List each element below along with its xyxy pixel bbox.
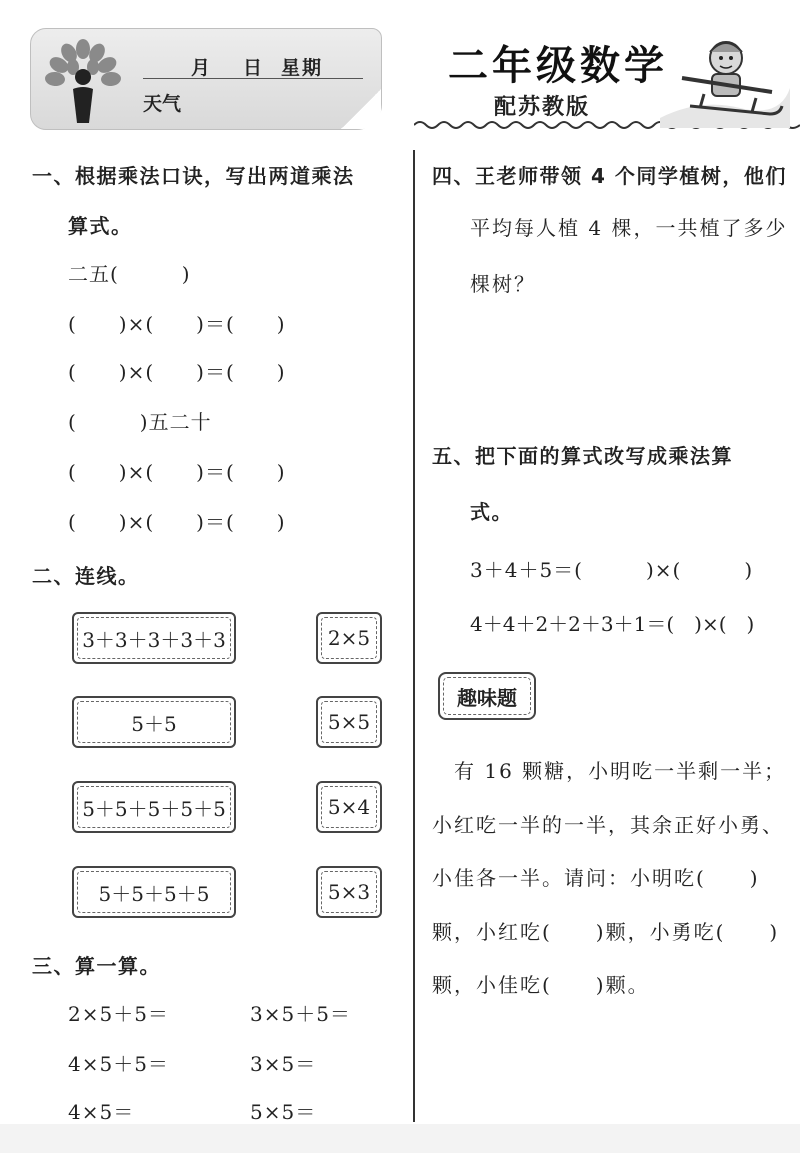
q3-item-1: 2×5＋5＝ <box>68 1002 169 1026</box>
bottom-strip <box>0 1124 800 1153</box>
weekday-label: 星期 <box>281 57 324 79</box>
q1-title-cont: 算式。 <box>68 214 133 238</box>
q1-title: 一、根据乘法口诀，写出两道乘法 <box>32 164 355 188</box>
match-right-1[interactable]: 2×5 <box>316 612 382 664</box>
sledding-kid-icon <box>660 28 790 128</box>
match-left-2[interactable]: 5＋5 <box>72 696 236 748</box>
q5-equation-1: 3＋4＋5＝( )×( ) <box>470 558 754 582</box>
month-label: 月 <box>191 57 213 79</box>
q1-equation-2: ( )×( )＝( ) <box>68 360 286 384</box>
q3-item-3: 4×5＋5＝ <box>68 1052 169 1076</box>
fun-question-paragraph: 有 16 颗糖，小明吃一半剩一半；小红吃一半的一半，其余正好小勇、小佳各一半。请问：小明吃( )颗，小红吃( )颗，小勇吃( )颗，小佳吃( )颗。 <box>432 759 787 997</box>
q5-title: 五、把下面的算式改写成乘法算 <box>432 444 733 468</box>
q1-rhyme-1: 二五( ) <box>68 262 191 286</box>
q5-equation-2: 4＋4＋2＋2＋3＋1＝( )×( ) <box>470 612 755 636</box>
fun-question-label: 趣味题 <box>438 672 536 720</box>
day-label: 日 <box>243 57 265 79</box>
match-left-3[interactable]: 5＋5＋5＋5＋5 <box>72 781 236 833</box>
q1-equation-1: ( )×( )＝( ) <box>68 312 286 336</box>
q3-item-6: 5×5＝ <box>250 1100 317 1124</box>
q4-title: 四、王老师带领 4 个同学植树，他们 <box>432 164 787 188</box>
q1-equation-3: ( )×( )＝( ) <box>68 460 286 484</box>
match-left-4[interactable]: 5＋5＋5＋5 <box>72 866 236 918</box>
page-title: 二年级数学 <box>448 43 668 89</box>
q1-rhyme-2: ( )五二十 <box>68 410 212 434</box>
match-left-1[interactable]: 3＋3＋3＋3＋3 <box>72 612 236 664</box>
q1-equation-4: ( )×( )＝( ) <box>68 510 286 534</box>
match-right-4[interactable]: 5×3 <box>316 866 382 918</box>
q3-title: 三、算一算。 <box>32 954 161 978</box>
q2-title: 二、连线。 <box>32 564 140 588</box>
date-weather-card <box>30 28 382 130</box>
match-right-3[interactable]: 5×4 <box>316 781 382 833</box>
q3-item-4: 3×5＝ <box>250 1052 317 1076</box>
q3-item-5: 4×5＝ <box>68 1100 135 1124</box>
q3-item-2: 3×5＋5＝ <box>250 1002 351 1026</box>
date-line <box>143 53 363 79</box>
column-divider <box>413 150 415 1122</box>
match-right-2[interactable]: 5×5 <box>316 696 382 748</box>
q4-line-3: 棵树？ <box>470 272 536 296</box>
q5-title-cont: 式。 <box>470 500 513 524</box>
weather-label: 天气 <box>143 93 182 115</box>
tree-logo-icon <box>39 37 127 125</box>
page-subtitle: 配苏教版 <box>494 95 591 120</box>
q4-line-2: 平均每人植 4 棵，一共植了多少 <box>470 216 788 240</box>
